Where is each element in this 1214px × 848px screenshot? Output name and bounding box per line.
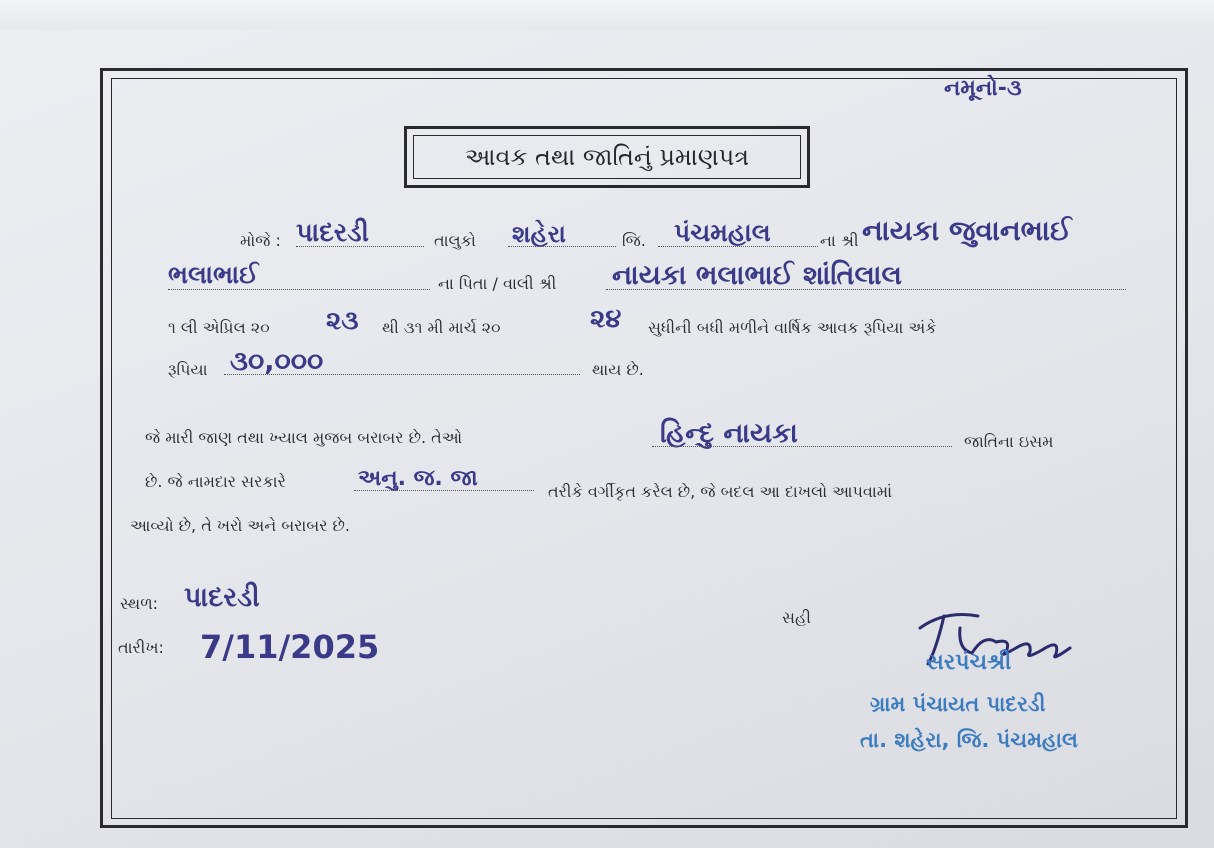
caste-value: હિન્દુ નાયકા [660,418,798,449]
to-year: ૨૪ [590,304,622,334]
village-value: પાદરડી [296,218,369,248]
rupees-label: રૂપિયા [168,360,208,379]
category-text-1: છે. જે નામદાર સરકારે [145,472,286,491]
father-dots [606,289,1126,290]
shri-label: ના શ્રી [820,231,859,250]
father-value: નાયકા ભલાભાઈ શાંતિલાલ [612,260,902,291]
village-label: મોજે : [240,231,281,250]
closing-text: આવ્યો છે, તે ખરો અને બરાબર છે. [130,516,351,535]
form-number: નમૂનો-૩ [944,76,1022,101]
name-dots [168,289,430,290]
amount-dots [224,374,580,375]
district-dots [658,246,818,247]
signature-label: સહી [782,608,811,627]
village-dots [296,246,424,247]
name-value: નાયકા જુવાનભાઈ [862,214,1072,247]
caste-dots [652,446,952,447]
taluka-dots [508,246,616,247]
father-label: ના પિતા / વાલી શ્રી [438,274,557,293]
amount-suffix: થાય છે. [592,360,644,379]
taluka-label: તાલુકો [434,231,476,250]
income-text: સુધીની બધી મળીને વાર્ષિક આવક રૂપિયા અંકે [648,318,937,337]
name-continuation: ભલાભાઈ [168,260,259,289]
district-value: પંચમહાલ [674,218,771,247]
category-dots [354,490,534,491]
declaration-text-1: જે મારી જાણ તથા ખ્યાલ મુજબ બરાબર છે. તેઓ [145,428,463,447]
stamp-panchayat: ગ્રામ પંચાયત પાદરડી [870,692,1046,716]
category-text-2: તરીકે વર્ગીકૃત કરેલ છે, જે બદલ આ દાખલો આપવામાં [548,482,893,501]
date-value: 7/11/2025 [200,628,380,666]
stamp-location: તા. શહેરા, જિ. પંચમહાલ [860,728,1078,752]
income-amount: ૩૦,૦૦૦ [230,346,324,377]
district-label: જિ. [622,231,646,250]
declaration-text-2: જાતિના ઇસમ [964,432,1054,451]
place-label: સ્થળ: [120,594,159,613]
title-box [404,126,810,188]
place-value: પાદરડી [184,582,260,613]
document-title: આવક તથા જાતિનું પ્રમાણપત્ર [413,135,801,179]
from-year: ૨૩ [326,306,359,336]
stamp-title: સરપંચશ્રી [926,650,1012,675]
category-value: અનુ. જ. જા [358,466,478,491]
paper-top-edge [0,0,1214,30]
date-label: તારીખ: [118,638,164,657]
taluka-value: શહેરા [512,220,566,248]
from-date-label: ૧ લી એપ્રિલ ૨૦ [168,318,270,337]
to-date-label: થી ૩૧ મી માર્ચ ૨૦ [382,318,501,337]
